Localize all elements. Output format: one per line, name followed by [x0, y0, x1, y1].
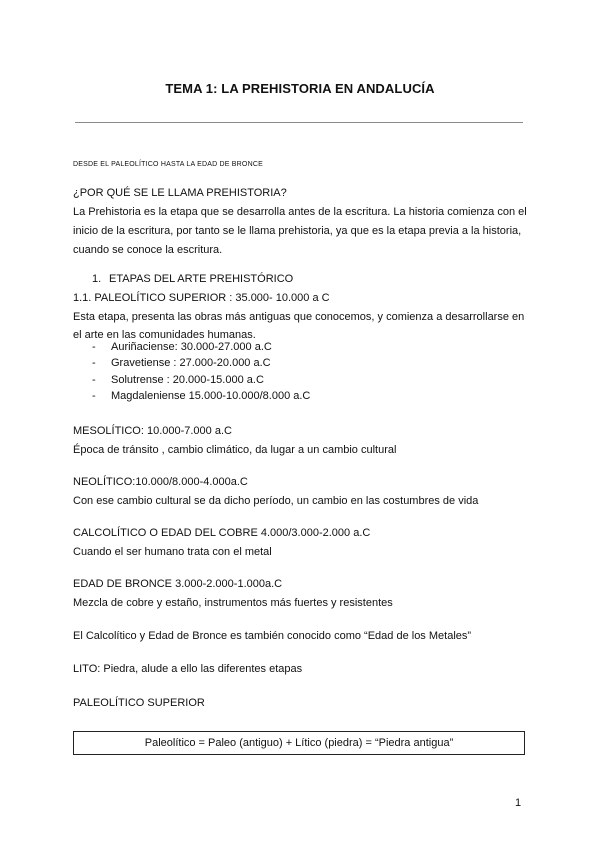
intro-line: inicio de la escritura, por tanto se le llama prehistoria, ya que es la etapa previa a la historia, — [73, 225, 522, 237]
paleolithic-heading: PALEOLÍTICO SUPERIOR — [73, 697, 205, 709]
list-item: Magdaleniense 15.000-10.000/8.000 a.C — [111, 390, 311, 402]
formula-box — [73, 731, 525, 755]
intro-line: cuando se conoce la escritura. — [73, 244, 223, 256]
list-item: Auriñaciense: 30.000-27.000 a.C — [111, 341, 272, 353]
mesolithic-text: Época de tránsito , cambio climático, da lugar a un cambio cultural — [73, 444, 397, 456]
document-title: TEMA 1: LA PREHISTORIA EN ANDALUCÍA — [165, 81, 435, 96]
page-number: 1 — [515, 797, 522, 809]
neolithic-heading: NEOLÍTICO:10.000/8.000-4.000a.C — [73, 476, 248, 488]
formula-text: Paleolítico = Paleo (antiguo) + Lítico (piedra) = “Piedra antigua” — [144, 737, 454, 749]
sub-heading: 1.1. PALEOLÍTICO SUPERIOR : 35.000- 10.000 a C — [73, 292, 330, 304]
intro-line: La Prehistoria es la etapa que se desarrolla antes de la escritura. La historia comienza con el — [73, 206, 527, 218]
list-bullet: - — [92, 341, 96, 353]
neolithic-text: Con ese cambio cultural se da dicho período, un cambio en las costumbres de vida — [73, 495, 479, 507]
section-header: DESDE EL PALEOLÍTICO HASTA LA EDAD DE BRONCE — [73, 161, 263, 168]
numbered-heading-number: 1. — [92, 273, 102, 285]
title-divider — [75, 122, 523, 123]
list-bullet: - — [92, 357, 96, 369]
paleo-text-line: Esta etapa, presenta las obras más antiguas que conocemos, y comienza a desarrollarse en — [73, 311, 525, 323]
list-bullet: - — [92, 390, 96, 402]
mesolithic-heading: MESOLÍTICO: 10.000-7.000 a.C — [73, 425, 232, 437]
bronze-age-heading: EDAD DE BRONCE 3.000-2.000-1.000a.C — [73, 578, 283, 590]
metals-note: El Calcolítico y Edad de Bronce es también conocido como “Edad de los Metales” — [73, 630, 472, 642]
bronze-age-text: Mezcla de cobre y estaño, instrumentos más fuertes y resistentes — [73, 597, 393, 609]
chalcolithic-heading: CALCOLÍTICO O EDAD DEL COBRE 4.000/3.000-2.000 a.C — [73, 527, 371, 539]
list-item: Gravetiense : 27.000-20.000 a.C — [111, 357, 271, 369]
lito-note: LITO: Piedra, alude a ello las diferentes etapas — [73, 663, 303, 675]
numbered-heading-text: ETAPAS DEL ARTE PREHISTÓRICO — [109, 273, 294, 285]
question-heading: ¿POR QUÉ SE LE LLAMA PREHISTORIA? — [73, 187, 287, 199]
list-item: Solutrense : 20.000-15.000 a.C — [111, 374, 264, 386]
list-bullet: - — [92, 374, 96, 386]
paleo-text-line: el arte en las comunidades humanas. — [73, 329, 256, 341]
chalcolithic-text: Cuando el ser humano trata con el metal — [73, 546, 272, 558]
